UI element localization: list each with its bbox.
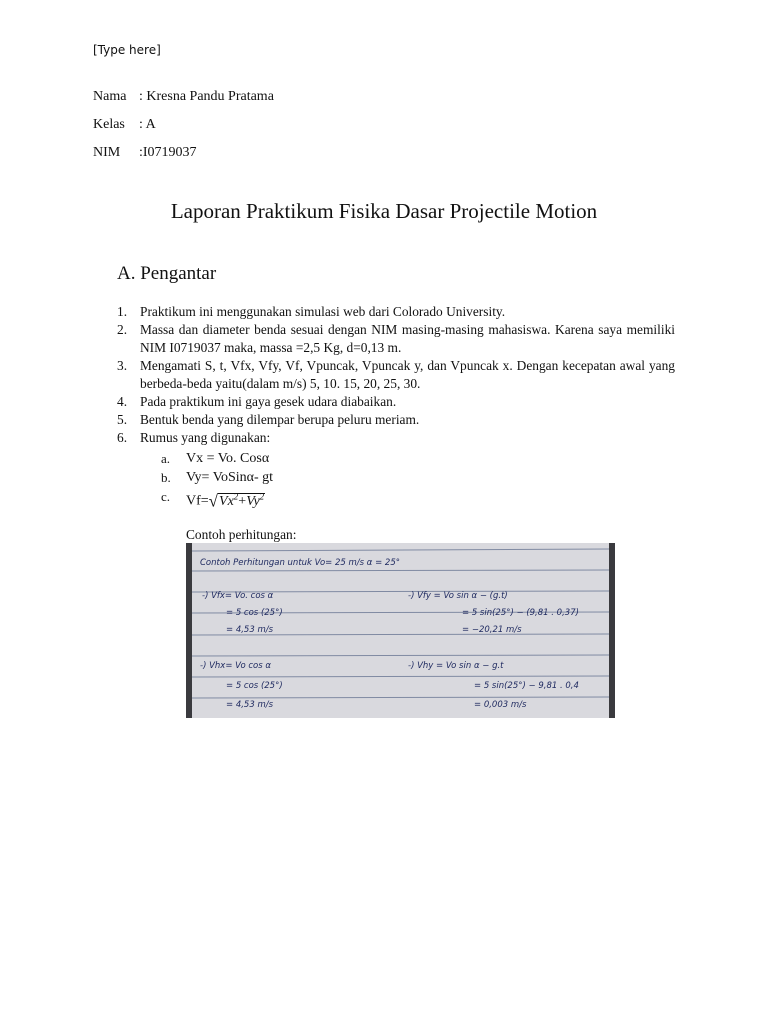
info-label: Nama <box>93 89 127 104</box>
info-value: : Kresna Pandu Pratama <box>139 89 274 104</box>
handwriting-line: = 4,53 m/s <box>226 625 274 635</box>
info-row-class <box>93 117 156 133</box>
formula-item: a. Vx = Vo. Cosα <box>161 451 270 466</box>
list-item: 5. Bentuk benda yang dilempar berupa peluru meriam. <box>117 412 420 427</box>
info-value: : A <box>139 117 156 132</box>
handwriting-line: = 0,003 m/s <box>474 700 527 710</box>
handwritten-calculation-photo <box>186 543 615 718</box>
list-item: 6. Rumus yang digunakan: <box>117 430 271 445</box>
intro-list <box>117 303 675 447</box>
handwriting-line: -) Vfy = Vo sin α − (g.t) <box>408 591 508 601</box>
info-row-name <box>93 89 274 105</box>
handwriting-line: -) Vhx= Vo cos α <box>200 661 271 671</box>
list-item: 3. Mengamati S, t, Vfx, Vfy, Vf, Vpuncak, Vpuncak y, dan Vpuncak x. Dengan kecepatan awal yang berbeda-beda yaitu(dalam m/s) 5, 10. 15, 20, 25, 30. <box>117 358 675 391</box>
square-root-expression: $√Vx^2+Vy^2$ <box>208 491 265 511</box>
list-item: 4. Pada praktikum ini gaya gesek udara diabaikan. <box>117 394 397 409</box>
formula-item: b. Vy= VoSinα- gt <box>161 470 274 485</box>
handwriting-line: = 5 cos (25°) <box>226 681 283 691</box>
section-heading: A. Pengantar <box>117 263 217 284</box>
formula-item: c. $Vf=√Vx^2+Vy^2$ <box>161 489 265 511</box>
handwriting-line: Contoh Perhitungan untuk Vo= 25 m/s α = 25° <box>200 558 400 568</box>
example-label: Contoh perhitungan: <box>186 527 297 542</box>
formula-list <box>161 449 273 511</box>
info-label: Kelas <box>93 117 125 132</box>
handwriting-line: = 5 cos (25°) <box>226 608 283 618</box>
handwriting-line: = 5 sin(25°) − (9,81 . 0,37) <box>462 608 579 618</box>
document-title: Laporan Praktikum Fisika Dasar Projectile Motion <box>170 199 598 223</box>
handwriting-line: = −20,21 m/s <box>462 625 522 635</box>
info-label: NIM <box>93 145 121 160</box>
handwriting-line: = 4,53 m/s <box>226 700 274 710</box>
list-item: 1. Praktikum ini menggunakan simulasi web dari Colorado University. <box>117 304 506 319</box>
info-row-nim <box>93 145 197 161</box>
list-item: 2. Massa dan diameter benda sesuai dengan NIM masing-masing mahasiswa. Karena saya memiliki NIM I0719037 maka, massa =2,5 Kg, d=0,13 m. <box>117 322 675 355</box>
page-header: [Type here] <box>93 43 161 57</box>
handwriting-line: = 5 sin(25°) − 9,81 . 0,4 <box>474 681 579 691</box>
info-value: :I0719037 <box>139 145 197 160</box>
handwriting-line: -) Vfx= Vo. cos α <box>202 591 274 601</box>
handwriting-line: -) Vhy = Vo sin α − g.t <box>408 661 504 671</box>
